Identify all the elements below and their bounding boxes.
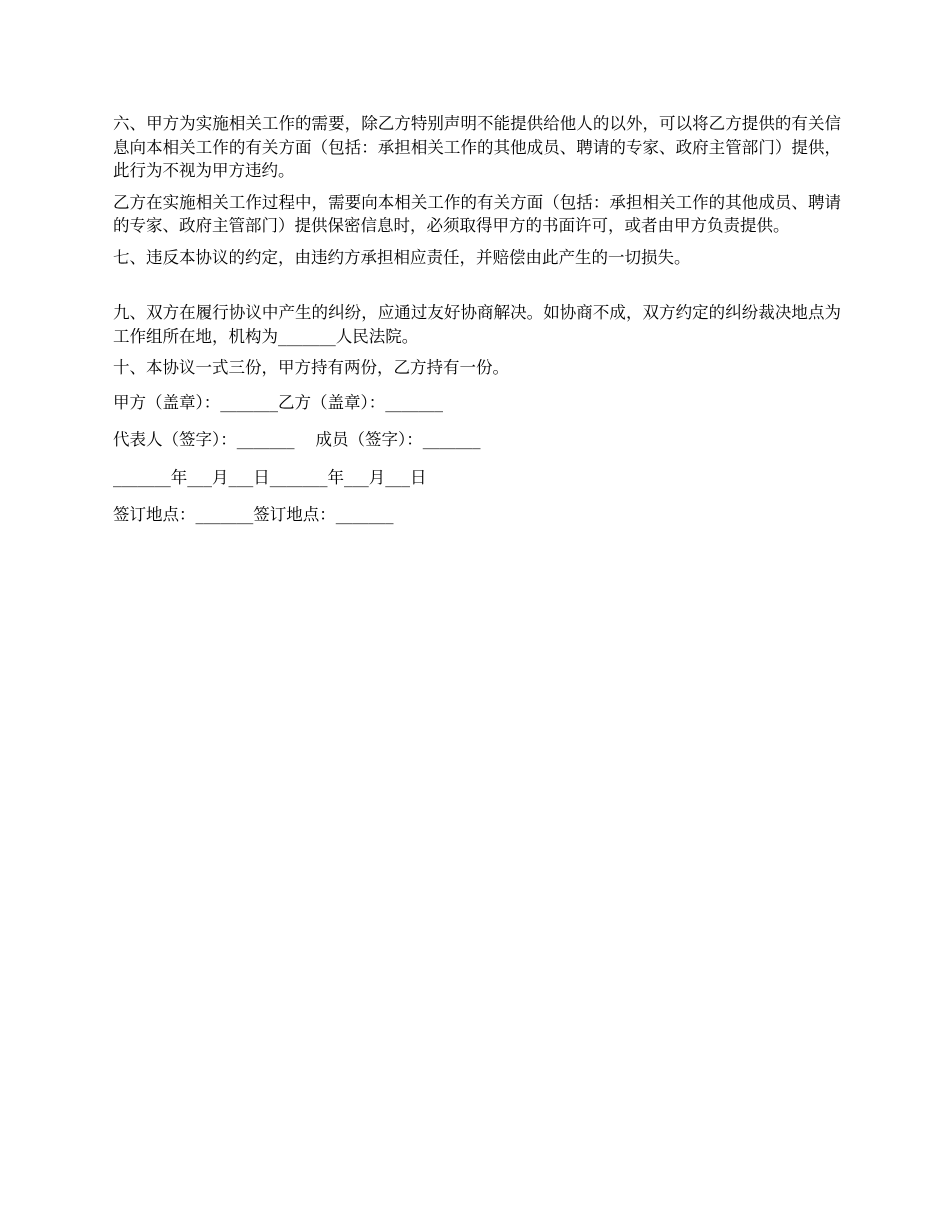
- clause-six: 六、甲方为实施相关工作的需要，除乙方特别声明不能提供给他人的以外，可以将乙方提供的有关信息向本相关工作的有关方面（包括：承担相关工作的其他成员、聘请的专家、政府主管部门）提供，此行为不视为甲方违约。: [113, 114, 841, 180]
- clause-six-continued: 乙方在实施相关工作过程中，需要向本相关工作的有关方面（包括：承担相关工作的其他成员、聘请的专家、政府主管部门）提供保密信息时，必须取得甲方的书面许可，或者由甲方负责提供。: [113, 192, 841, 235]
- signature-line: 代表人（签字）：_______ 成员（签字）：_______: [113, 430, 481, 449]
- clause-ten: 十、本协议一式三份，甲方持有两份，乙方持有一份。: [113, 358, 509, 377]
- seal-line: 甲方（盖章）：_______乙方（盖章）：_______: [113, 392, 443, 412]
- signing-place-line: 签订地点：_______签订地点：_______: [113, 505, 394, 524]
- date-line: _______年___月___日_______年___月___日: [113, 467, 427, 487]
- clause-nine: 九、双方在履行协议中产生的纠纷，应通过友好协商解决。如协商不成，双方约定的纠纷裁决地点为工作组所在地，机构为_______人民法院。: [113, 303, 841, 346]
- clause-seven: 七、违反本协议的约定，由违约方承担相应责任，并赔偿由此产生的一切损失。: [113, 247, 691, 267]
- document-page: [113, 112, 841, 541]
